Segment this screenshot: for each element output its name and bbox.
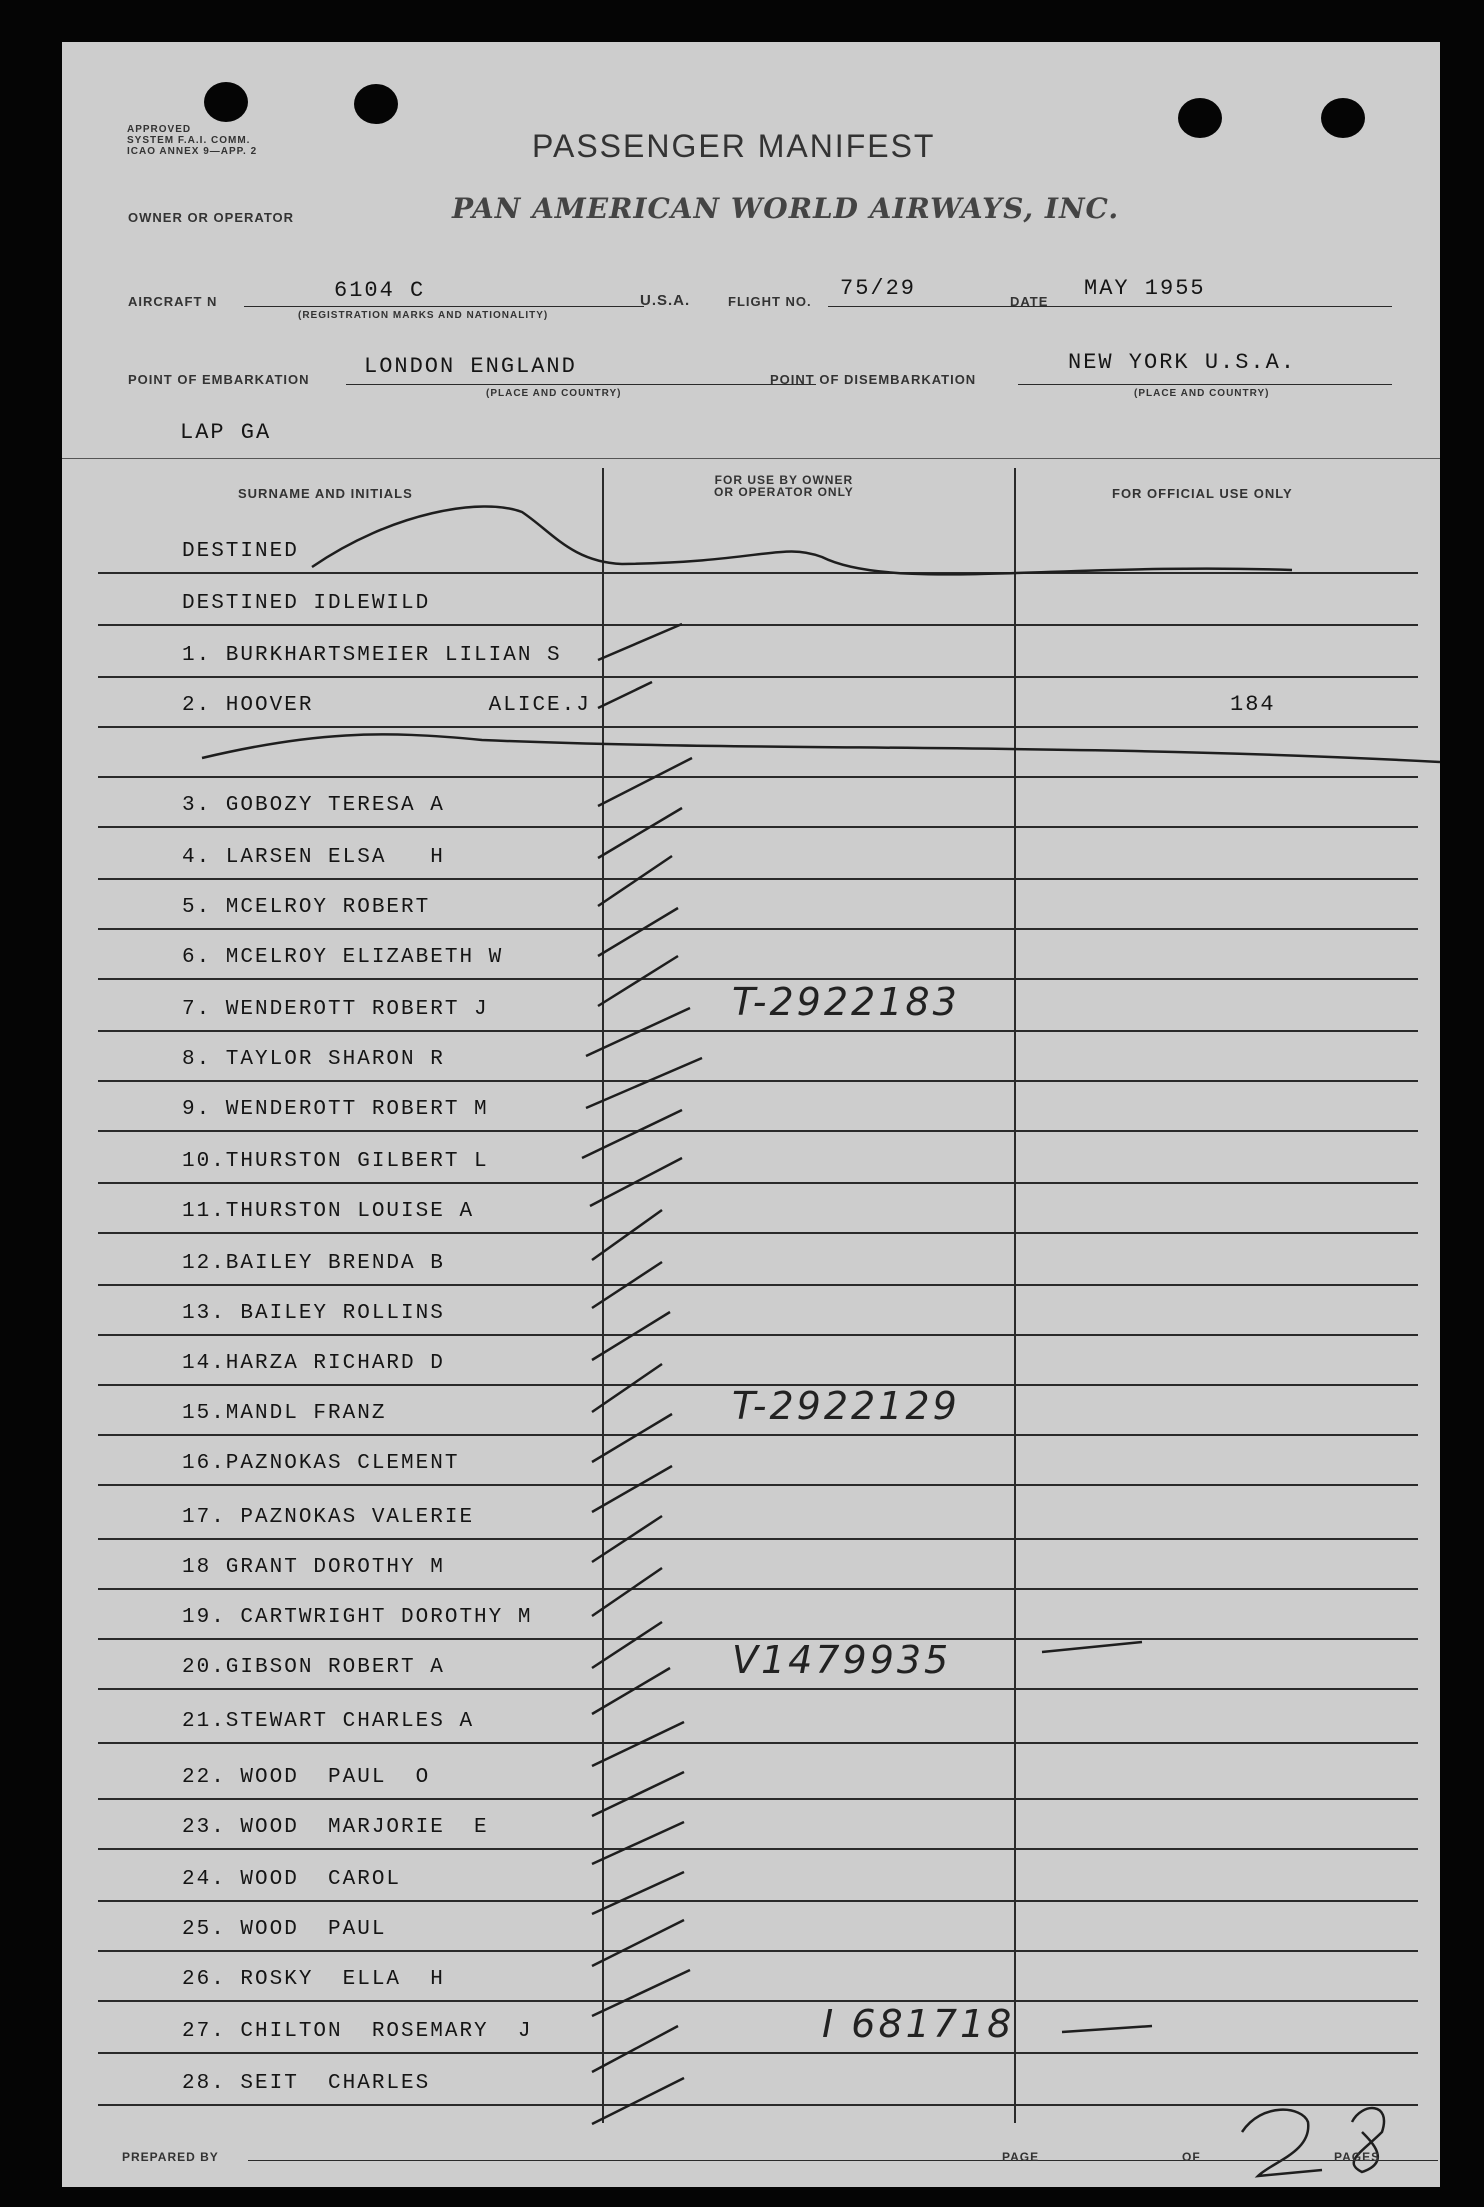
prepared-by-label: PREPARED BY bbox=[122, 2150, 219, 2164]
passenger-name: 18 GRANT DOROTHY M bbox=[182, 1556, 445, 1579]
aircraft-value: 6104 C bbox=[334, 278, 426, 303]
passenger-name: 12.BAILEY BRENDA B bbox=[182, 1252, 445, 1275]
passenger-name: 6. MCELROY ELIZABETH W bbox=[182, 946, 504, 969]
column-owner-use: FOR USE BY OWNER OR OPERATOR ONLY bbox=[714, 473, 854, 499]
passenger-name: 19. CARTWRIGHT DOROTHY M bbox=[182, 1606, 533, 1629]
footer-rule bbox=[248, 2160, 1438, 2161]
manifest-sheet bbox=[62, 42, 1440, 2187]
passenger-name: 22. WOOD PAUL O bbox=[182, 1766, 431, 1789]
column-official-use: FOR OFFICIAL USE ONLY bbox=[1112, 486, 1293, 501]
flight-label: FLIGHT NO. bbox=[728, 294, 812, 309]
passenger-name: 11.THURSTON LOUISE A bbox=[182, 1200, 475, 1223]
passenger-name: 10.THURSTON GILBERT L bbox=[182, 1150, 489, 1173]
handwriting-overlay bbox=[62, 42, 1440, 2187]
flight-value: 75/29 bbox=[840, 276, 917, 301]
disembark-value: NEW YORK U.S.A. bbox=[1068, 350, 1297, 375]
owner-use-entry: T-2922183 bbox=[732, 980, 960, 1024]
registration-caption: (REGISTRATION MARKS AND NATIONALITY) bbox=[298, 310, 549, 321]
approval-note: APPROVED SYSTEM F.A.I. COMM. ICAO ANNEX 9—APP. 2 bbox=[127, 124, 258, 157]
passenger-name: 3. GOBOZY TERESA A bbox=[182, 794, 445, 817]
passenger-name: 2. HOOVER ALICE.J bbox=[182, 694, 591, 717]
passenger-name: 13. BAILEY ROLLINS bbox=[182, 1302, 445, 1325]
aircraft-label: AIRCRAFT N bbox=[128, 294, 218, 309]
passenger-name: 8. TAYLOR SHARON R bbox=[182, 1048, 445, 1071]
passenger-name: 24. WOOD CAROL bbox=[182, 1868, 402, 1891]
passenger-name: DESTINED IDLEWILD bbox=[182, 592, 431, 615]
owner-label: OWNER OR OPERATOR bbox=[128, 210, 295, 225]
passenger-name: 27. CHILTON ROSEMARY J bbox=[182, 2020, 533, 2043]
embark-label: POINT OF EMBARKATION bbox=[128, 372, 310, 387]
passenger-name: 14.HARZA RICHARD D bbox=[182, 1352, 445, 1375]
passenger-name: 26. ROSKY ELLA H bbox=[182, 1968, 445, 1991]
passenger-name: 9. WENDEROTT ROBERT M bbox=[182, 1098, 489, 1121]
passenger-name: 5. MCELROY ROBERT bbox=[182, 896, 431, 919]
owner-use-entry: V1479935 bbox=[732, 1638, 952, 1682]
disembark-caption: (PLACE AND COUNTRY) bbox=[1134, 388, 1270, 399]
column-surname: SURNAME AND INITIALS bbox=[238, 486, 413, 501]
disembark-label: POINT OF DISEMBARKATION bbox=[770, 372, 977, 387]
airline-name: PAN AMERICAN WORLD AIRWAYS, INC. bbox=[452, 192, 1120, 225]
usa-label: U.S.A. bbox=[640, 292, 691, 309]
embark-caption: (PLACE AND COUNTRY) bbox=[486, 388, 622, 399]
passenger-name: 25. WOOD PAUL bbox=[182, 1918, 387, 1941]
passenger-name: 20.GIBSON ROBERT A bbox=[182, 1656, 445, 1679]
passenger-name: 1. BURKHARTSMEIER LILIAN S bbox=[182, 644, 562, 667]
date-label: DATE bbox=[1010, 294, 1049, 309]
owner-use-entry: I 681718 bbox=[822, 2002, 1015, 2046]
passenger-name: 17. PAZNOKAS VALERIE bbox=[182, 1506, 475, 1529]
page-label: PAGE bbox=[1002, 2150, 1040, 2164]
owner-use-entry: T-2922129 bbox=[732, 1384, 960, 1428]
extra-line: LAP GA bbox=[180, 420, 272, 445]
pages-label: PAGES bbox=[1334, 2150, 1381, 2164]
embark-value: LONDON ENGLAND bbox=[364, 354, 577, 379]
passenger-name: 4. LARSEN ELSA H bbox=[182, 846, 445, 869]
date-value: MAY 1955 bbox=[1084, 276, 1206, 301]
handwritten-total bbox=[1232, 2090, 1297, 2144]
passenger-name: 23. WOOD MARJORIE E bbox=[182, 1816, 489, 1839]
passenger-name: 16.PAZNOKAS CLEMENT bbox=[182, 1452, 460, 1475]
passenger-name: 21.STEWART CHARLES A bbox=[182, 1710, 475, 1733]
page-title: PASSENGER MANIFEST bbox=[532, 128, 936, 164]
passenger-name: 28. SEIT CHARLES bbox=[182, 2072, 431, 2095]
of-label: OF bbox=[1182, 2150, 1201, 2164]
passenger-name: 7. WENDEROTT ROBERT J bbox=[182, 998, 489, 1021]
official-use-entry: 184 bbox=[1230, 692, 1276, 717]
passenger-name: DESTINED bbox=[182, 540, 299, 563]
passenger-name: 15.MANDL FRANZ bbox=[182, 1402, 387, 1425]
